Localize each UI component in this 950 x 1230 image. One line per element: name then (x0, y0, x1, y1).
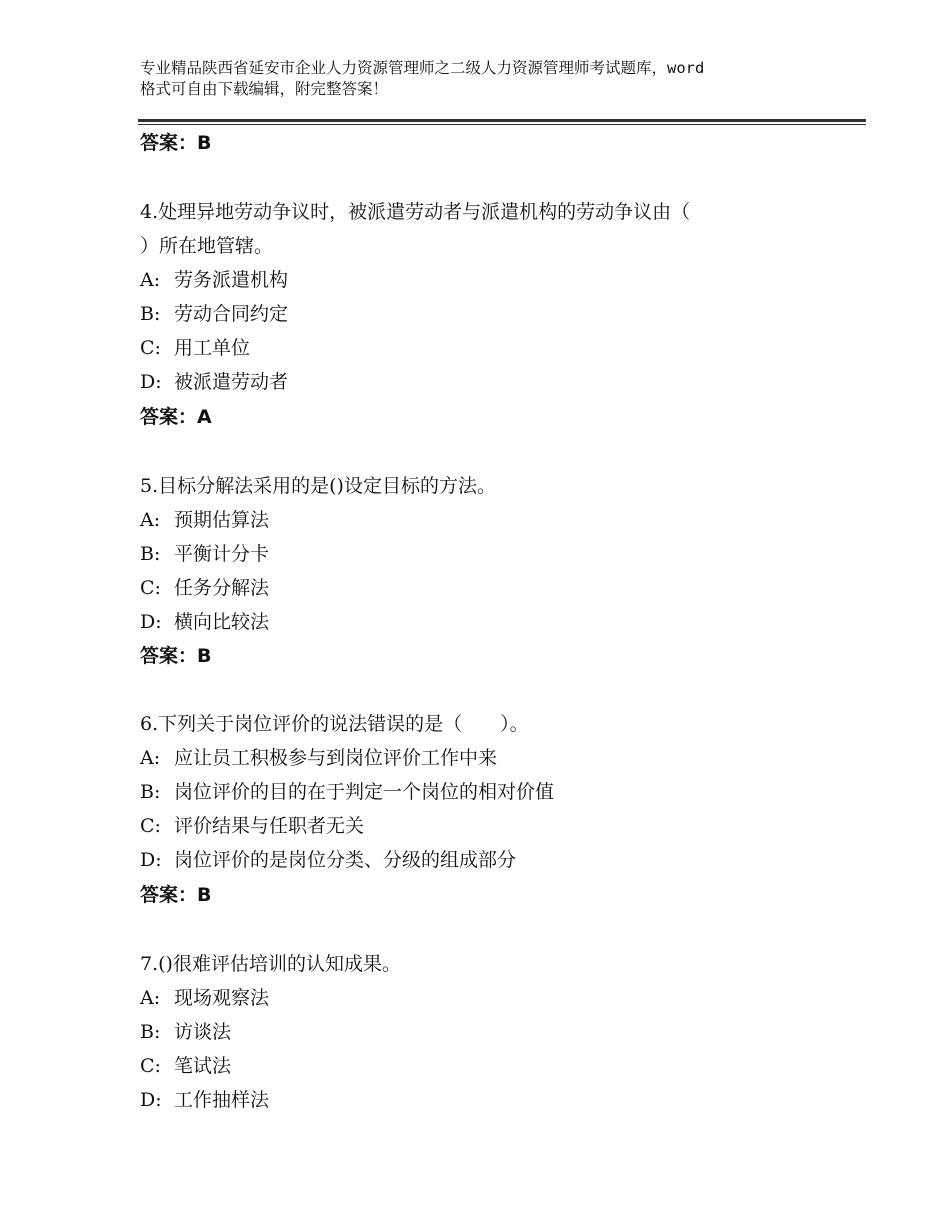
question-7-option-c (140, 1054, 231, 1078)
header-divider-thick (138, 119, 866, 122)
question-6-option-a (140, 746, 497, 770)
option-text: 现场观察法 (174, 987, 270, 1009)
option-text: 平衡计分卡 (174, 543, 270, 565)
option-text: 岗位评价的是岗位分类、分级的组成部分 (174, 849, 517, 871)
question-5-option-b (140, 542, 269, 566)
option-letter: B: (140, 1021, 161, 1043)
question-6-option-b (140, 780, 554, 804)
option-letter: D: (140, 611, 162, 633)
question-6-stem: 6.下列关于岗位评价的说法错误的是（ ）。 (140, 713, 529, 735)
question-4-stem-line-2: ）所在地管辖。 (140, 235, 274, 257)
option-text: 劳务派遣机构 (174, 269, 289, 291)
option-letter: A: (140, 987, 161, 1009)
header-line-2: 格式可自由下载编辑，附完整答案！ (140, 80, 389, 98)
option-letter: C: (140, 815, 161, 837)
question-5-option-a (140, 508, 269, 532)
option-letter: A: (140, 509, 161, 531)
question-6-answer: 答案：B (140, 884, 212, 906)
question-5-answer: 答案：B (140, 645, 212, 667)
option-letter: C: (140, 1055, 161, 1077)
header-line-1: 专业精品陕西省延安市企业人力资源管理师之二级人力资源管理师考试题库，word (140, 59, 705, 77)
option-letter: B: (140, 543, 161, 565)
question-4-answer: 答案：A (140, 406, 212, 428)
option-letter: D: (140, 1089, 162, 1111)
question-5-stem: 5.目标分解法采用的是()设定目标的方法。 (140, 475, 496, 497)
option-text: 访谈法 (174, 1021, 232, 1043)
question-5-option-d (140, 610, 269, 634)
question-7-option-b (140, 1020, 231, 1044)
option-letter: C: (140, 577, 161, 599)
option-text: 岗位评价的目的在于判定一个岗位的相对价值 (174, 781, 555, 803)
question-4-option-c (140, 336, 250, 360)
question-7-option-a (140, 986, 269, 1010)
option-letter: D: (140, 849, 162, 871)
option-text: 劳动合同约定 (174, 303, 289, 325)
document-header (140, 58, 830, 100)
header-divider-thin (138, 124, 866, 125)
question-4-option-b (140, 302, 288, 326)
option-letter: B: (140, 303, 161, 325)
option-text: 评价结果与任职者无关 (174, 815, 365, 837)
question-5-option-c (140, 576, 269, 600)
question-7-option-d (140, 1088, 269, 1112)
option-letter: A: (140, 747, 161, 769)
question-7-stem: 7.()很难评估培训的认知成果。 (140, 953, 401, 975)
option-letter: A: (140, 269, 161, 291)
option-text: 笔试法 (174, 1055, 232, 1077)
option-letter: B: (140, 781, 161, 803)
option-text: 预期估算法 (174, 509, 270, 531)
option-text: 任务分解法 (174, 577, 270, 599)
option-text: 应让员工积极参与到岗位评价工作中来 (174, 747, 498, 769)
option-letter: C: (140, 337, 161, 359)
question-6-option-d (140, 848, 516, 872)
option-letter: D: (140, 371, 162, 393)
question-6-option-c (140, 814, 364, 838)
option-text: 横向比较法 (174, 611, 270, 633)
option-text: 用工单位 (174, 337, 251, 359)
option-text: 工作抽样法 (174, 1089, 270, 1111)
previous-answer: 答案：B (140, 132, 212, 154)
question-4-option-a (140, 268, 288, 292)
option-text: 被派遣劳动者 (174, 371, 289, 393)
question-4-stem-line-1: 4.处理异地劳动争议时，被派遣劳动者与派遣机构的劳动争议由（ (140, 201, 691, 223)
question-4-option-d (140, 370, 288, 394)
